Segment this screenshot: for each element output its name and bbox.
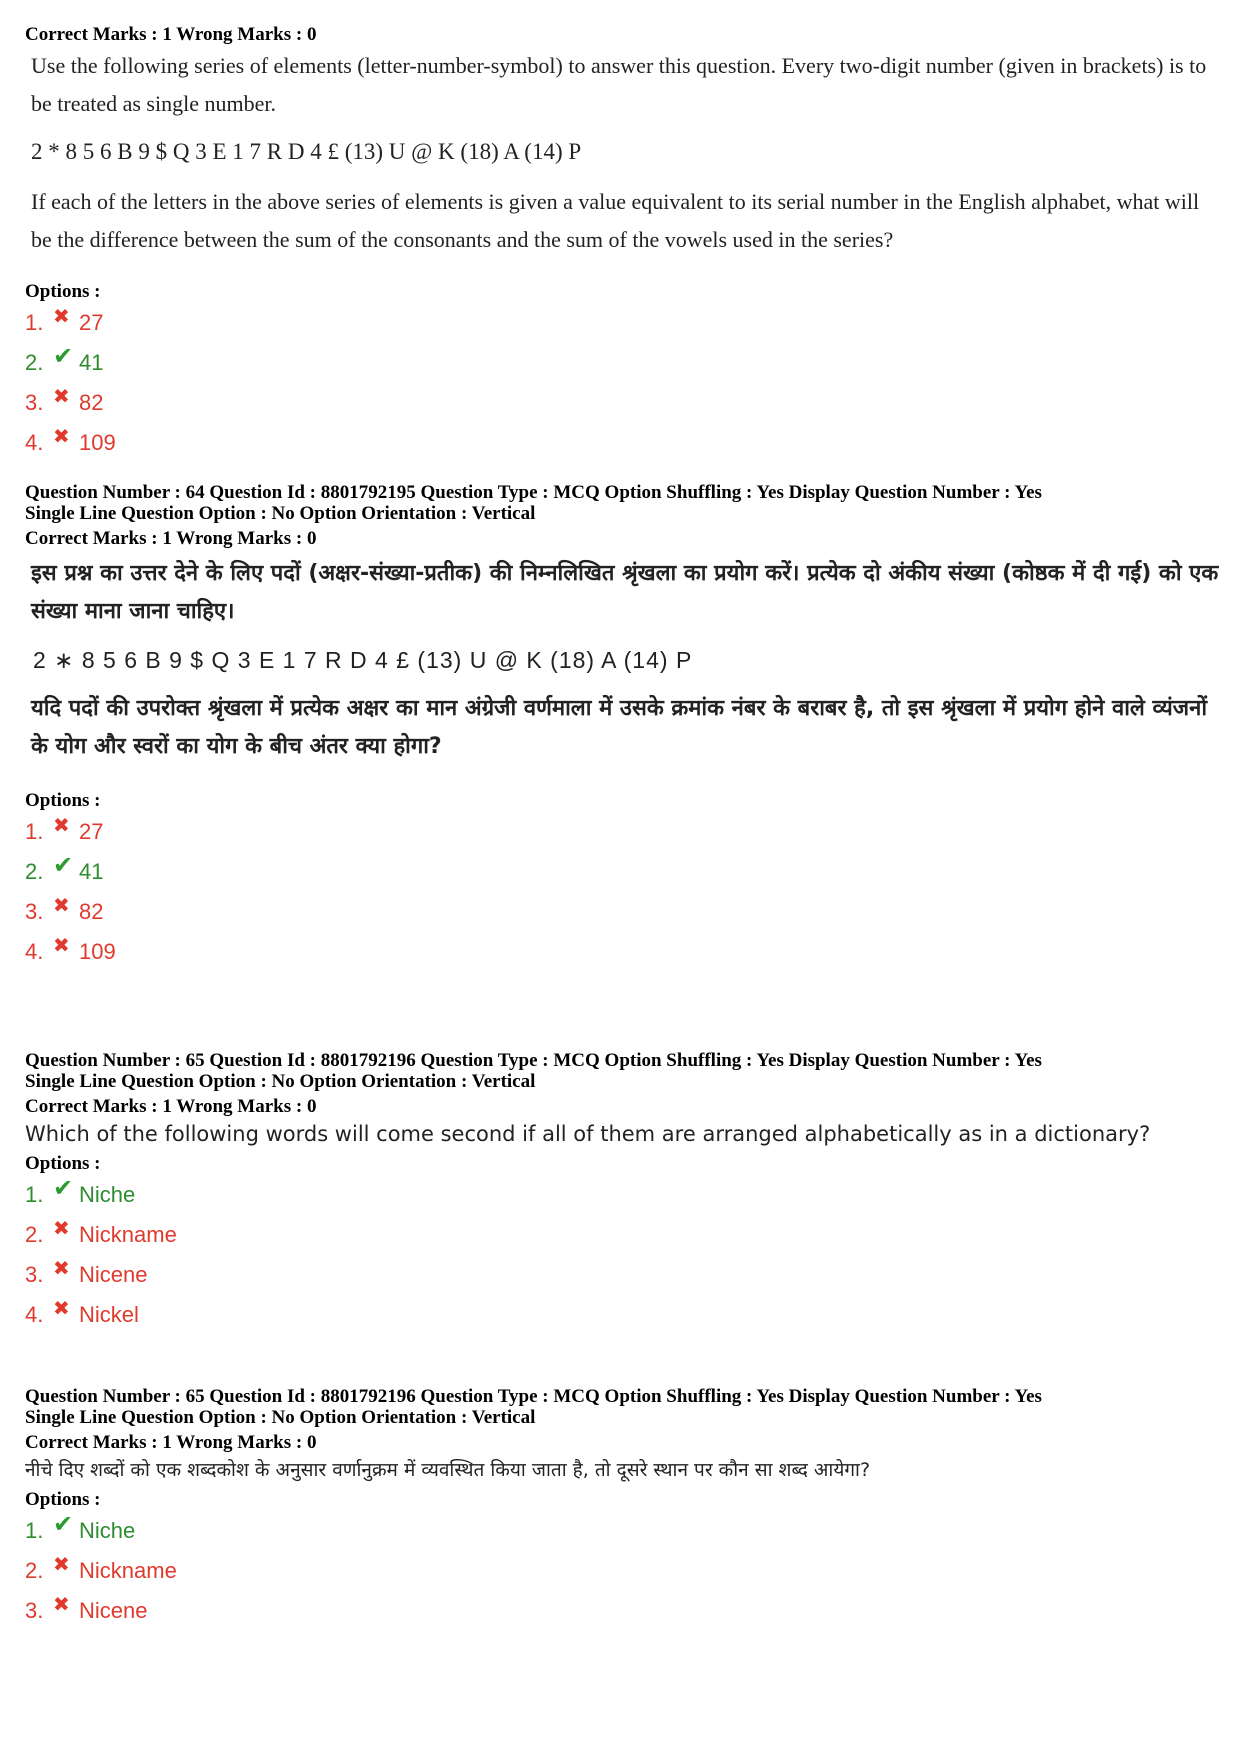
wrong-cross-icon: ✖ <box>53 1298 70 1320</box>
option-text: 82 <box>79 390 104 415</box>
option-number: 3. <box>25 899 44 924</box>
wrong-cross-icon: ✖ <box>53 1218 70 1240</box>
option-number: 1. <box>25 1182 44 1207</box>
wrong-cross-icon: ✖ <box>53 895 70 917</box>
option-2 <box>25 1218 1220 1262</box>
option-number: 1. <box>25 819 44 844</box>
option-text: Niche <box>79 1518 136 1543</box>
question-text: यदि पदों की उपरोक्त श्रृंखला में प्रत्येक अक्षर का मान अंग्रेजी वर्णमाला में उसके क्रमांक नंबर के बराबर है, तो इस श्रृंखला में प्रयोग होने वाले व्यंजनों के योग और स्वरों का योग के बीच अंतर क्या होगा? <box>31 696 1208 759</box>
option-text: Nicene <box>79 1262 148 1287</box>
wrong-cross-icon: ✖ <box>53 386 70 408</box>
question-header: Question Number : 65 Question Id : 8801792196 Question Type : MCQ Option Shuffling : Yes Display Question Number : Yes <box>25 1386 1042 1407</box>
option-text: 109 <box>79 939 116 964</box>
option-text: Nickname <box>79 1558 177 1583</box>
option-2 <box>25 343 1220 390</box>
options-label: Options : <box>25 1153 101 1174</box>
option-3 <box>25 1594 1220 1638</box>
option-number: 3. <box>25 1262 44 1287</box>
option-4 <box>25 935 1220 979</box>
option-number: 4. <box>25 430 44 455</box>
option-text: 27 <box>79 819 104 844</box>
option-number: 2. <box>25 859 44 884</box>
wrong-cross-icon: ✖ <box>53 1258 70 1280</box>
option-text: Nickname <box>79 1222 177 1247</box>
option-2 <box>25 852 1220 899</box>
option-1 <box>25 306 1220 350</box>
question-header-line2: Single Line Question Option : No Option Orientation : Vertical <box>25 1071 536 1092</box>
question-header-line2: Single Line Question Option : No Option Orientation : Vertical <box>25 1407 536 1428</box>
option-number: 1. <box>25 1518 44 1543</box>
option-number: 3. <box>25 1598 44 1623</box>
options-list <box>25 1175 1220 1342</box>
option-2 <box>25 1554 1220 1598</box>
element-series: 2 ∗ 8 5 6 B 9 $ Q 3 E 1 7 R D 4 £ (13) U @ K (18) A (14) P <box>33 647 693 673</box>
options-list <box>25 306 1220 470</box>
wrong-cross-icon: ✖ <box>53 426 70 448</box>
option-text: Nicene <box>79 1598 148 1623</box>
option-1 <box>25 1175 1220 1222</box>
question-text: Which of the following words will come second if all of them are arranged alphabetically as in a dictionary? <box>25 1122 1151 1146</box>
marks-line: Correct Marks : 1 Wrong Marks : 0 <box>25 1096 317 1117</box>
question-block-64-hindi <box>25 482 1220 979</box>
option-text: 27 <box>79 310 104 335</box>
options-label: Options : <box>25 281 101 302</box>
question-header-line2: Single Line Question Option : No Option Orientation : Vertical <box>25 503 536 524</box>
question-block-63-english <box>25 24 1220 470</box>
option-number: 4. <box>25 939 44 964</box>
option-3 <box>25 895 1220 939</box>
element-series: 2 * 8 5 6 B 9 $ Q 3 E 1 7 R D 4 £ (13) U @ K (18) A (14) P <box>31 139 582 164</box>
option-text: 41 <box>79 859 104 884</box>
wrong-cross-icon: ✖ <box>53 1554 70 1576</box>
correct-tick-icon: ✔ <box>53 343 74 370</box>
question-header: Question Number : 65 Question Id : 8801792196 Question Type : MCQ Option Shuffling : Yes Display Question Number : Yes <box>25 1050 1042 1071</box>
option-4 <box>25 1298 1220 1342</box>
option-4 <box>25 426 1220 470</box>
marks-line: Correct Marks : 1 Wrong Marks : 0 <box>25 1432 317 1453</box>
question-intro: इस प्रश्न का उत्तर देने के लिए पदों (अक्षर-संख्या-प्रतीक) की निम्नलिखित श्रृंखला का प्रयोग करें। प्रत्येक दो अंकीय संख्या (कोष्ठक में दी गई) को एक संख्या माना जाना चाहिए। <box>31 561 1219 624</box>
wrong-cross-icon: ✖ <box>53 306 70 328</box>
marks-line: Correct Marks : 1 Wrong Marks : 0 <box>25 528 317 549</box>
question-block-65-hindi <box>25 1386 1220 1638</box>
marks-line: Correct Marks : 1 Wrong Marks : 0 <box>25 24 317 45</box>
option-text: 82 <box>79 899 104 924</box>
correct-tick-icon: ✔ <box>53 1511 74 1538</box>
option-text: Niche <box>79 1182 136 1207</box>
option-1 <box>25 1511 1220 1558</box>
option-3 <box>25 386 1220 430</box>
option-number: 3. <box>25 390 44 415</box>
option-text: Nickel <box>79 1302 139 1327</box>
correct-tick-icon: ✔ <box>53 1175 74 1202</box>
question-intro: Use the following series of elements (letter-number-symbol) to answer this question. Every two-digit number (given in brackets) is to be treated as single number. <box>31 53 1207 116</box>
option-text: 109 <box>79 430 116 455</box>
option-number: 2. <box>25 1558 44 1583</box>
options-list <box>25 815 1220 979</box>
question-block-65-english <box>25 1050 1220 1342</box>
option-number: 2. <box>25 350 44 375</box>
question-header: Question Number : 64 Question Id : 8801792195 Question Type : MCQ Option Shuffling : Yes Display Question Number : Yes <box>25 482 1042 503</box>
question-text: नीचे दिए शब्दों को एक शब्दकोश के अनुसार वर्णानुक्रम में व्यवस्थित किया जाता है, तो दूसरे स्थान पर कौन सा शब्द आयेगा? <box>25 1459 871 1481</box>
option-number: 2. <box>25 1222 44 1247</box>
wrong-cross-icon: ✖ <box>53 935 70 957</box>
wrong-cross-icon: ✖ <box>53 815 70 837</box>
option-text: 41 <box>79 350 104 375</box>
option-number: 1. <box>25 310 44 335</box>
option-number: 4. <box>25 1302 44 1327</box>
correct-tick-icon: ✔ <box>53 852 74 879</box>
wrong-cross-icon: ✖ <box>53 1594 70 1616</box>
option-1 <box>25 815 1220 859</box>
options-list <box>25 1511 1220 1638</box>
question-text: If each of the letters in the above series of elements is given a value equivalent to its serial number in the English alphabet, what will be the difference between the sum of the consonants and the sum of the vowels used in the series? <box>31 189 1200 252</box>
options-label: Options : <box>25 1489 101 1510</box>
options-label: Options : <box>25 790 101 811</box>
option-3 <box>25 1258 1220 1302</box>
